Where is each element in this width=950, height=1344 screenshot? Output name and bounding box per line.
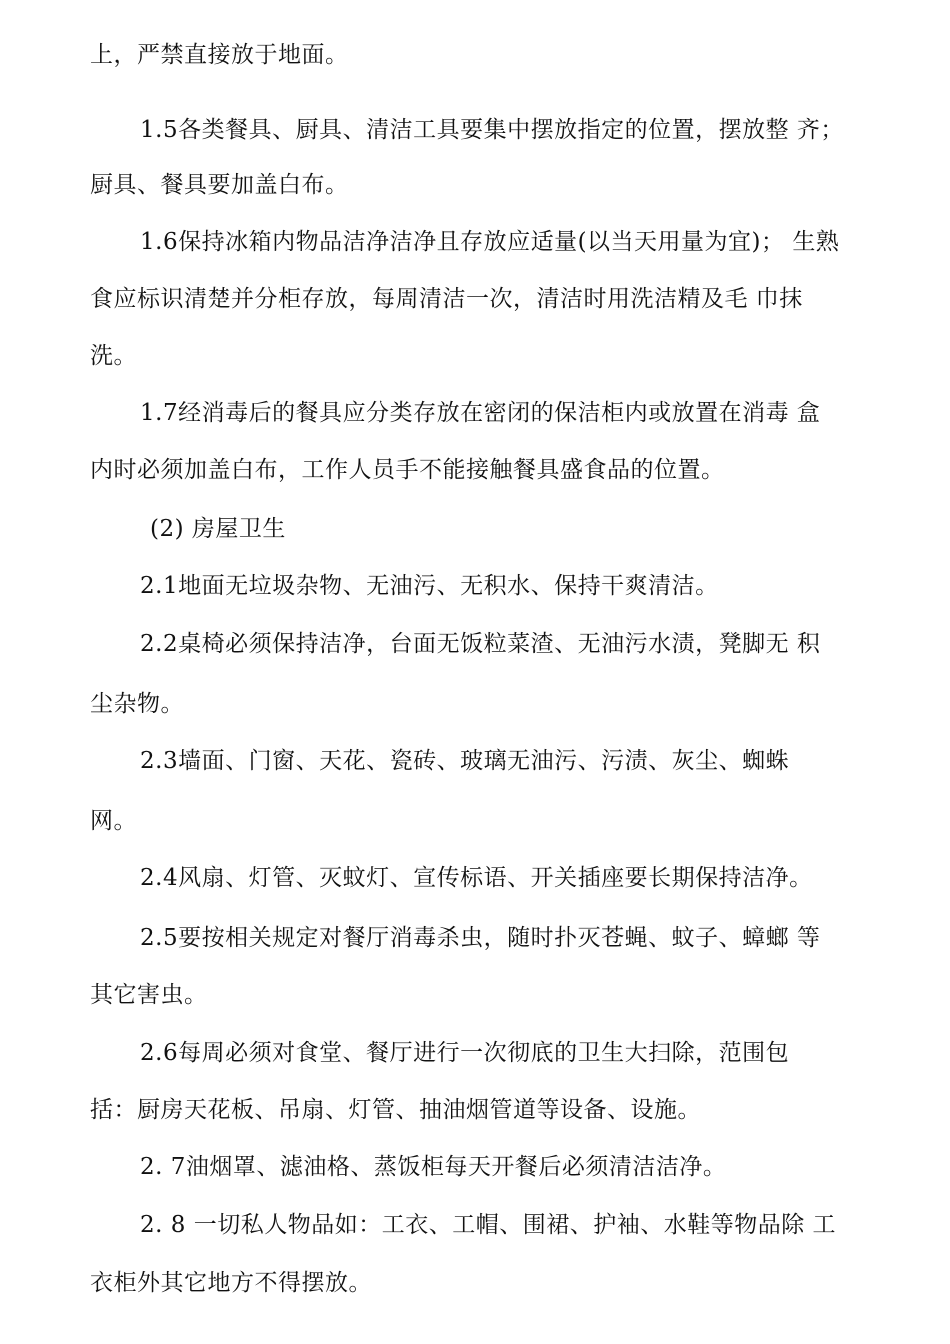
text-line: 2.6每周必须对食堂、餐厅进行一次彻底的卫生大扫除，范围包 (140, 1040, 790, 1066)
text-line: 2. 8 一切私人物品如：工衣、工帽、围裙、护袖、水鞋等物品除 工 (140, 1212, 837, 1238)
text-line: 内时必须加盖白布，工作人员手不能接触餐具盛食品的位置。 (90, 457, 725, 483)
text-line: 2.5要按相关规定对餐厅消毒杀虫，随时扑灭苍蝇、蚊子、蟑螂 等 (140, 925, 821, 951)
text-line: 括：厨房天花板、吊扇、灯管、抽油烟管道等设备、设施。 (90, 1097, 701, 1123)
text-line: 2.1地面无垃圾杂物、无油污、无积水、保持干爽清洁。 (140, 573, 719, 599)
text-line: 1.6保持冰箱内物品洁净洁净且存放应适量(以当天用量为宜)； 生熟 (140, 229, 840, 255)
text-line: 食应标识清楚并分柜存放，每周清洁一次，清洁时用洗洁精及毛 巾抹 (90, 286, 803, 312)
text-line: 尘杂物。 (90, 691, 184, 717)
section-heading: (2) 房屋卫生 (150, 516, 286, 542)
text-line: 网。 (90, 808, 137, 834)
text-line: 1.7经消毒后的餐具应分类存放在密闭的保洁柜内或放置在消毒 盒 (140, 400, 821, 426)
text-line: 2.3墙面、门窗、天花、瓷砖、玻璃无油污、污渍、灰尘、蜘蛛 (140, 748, 790, 774)
text-line: 2.2桌椅必须保持洁净，台面无饭粒菜渣、无油污水渍，凳脚无 积 (140, 631, 821, 657)
text-line: 洗。 (90, 343, 137, 369)
text-line: 1.5各类餐具、厨具、清洁工具要集中摆放指定的位置，摆放整 齐； (140, 117, 844, 143)
text-line: 衣柜外其它地方不得摆放。 (90, 1270, 372, 1296)
text-line: 2.4风扇、灯管、灭蚊灯、宣传标语、开关插座要长期保持洁净。 (140, 865, 813, 891)
text-line: 上，严禁直接放于地面。 (90, 42, 349, 68)
text-line: 其它害虫。 (90, 982, 208, 1008)
text-line: 厨具、餐具要加盖白布。 (90, 172, 349, 198)
text-line: 2. 7油烟罩、滤油格、蒸饭柜每天开餐后必须清洁洁净。 (140, 1154, 727, 1180)
